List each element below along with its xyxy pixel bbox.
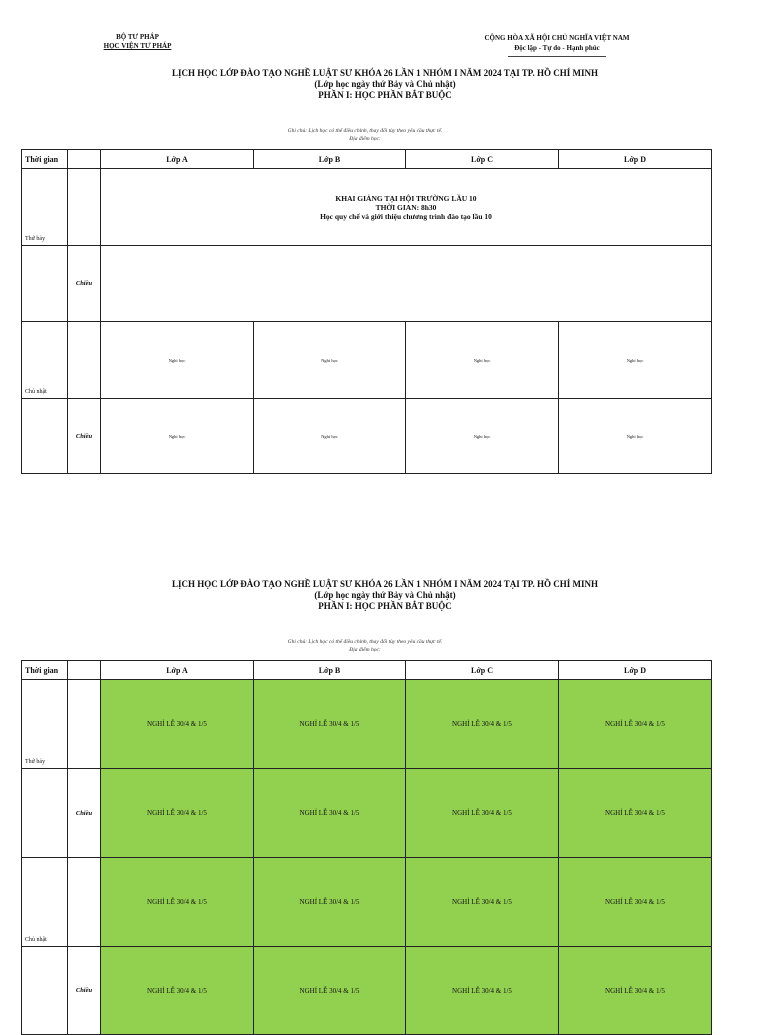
schedule-2-note xyxy=(200,638,530,654)
day-label-saturday: Thứ bảy xyxy=(22,680,68,769)
table-row xyxy=(22,399,712,474)
table-row xyxy=(22,322,712,399)
session-afternoon: Chiều xyxy=(68,399,101,474)
col-header-session xyxy=(68,150,101,169)
holiday-cell: NGHỈ LỄ 30/4 & 1/5 xyxy=(406,858,559,947)
day-cell xyxy=(22,947,68,1035)
col-header-time: Thời gian xyxy=(22,661,68,680)
schedule-2-table xyxy=(21,660,712,1035)
day-label-sunday: Chủ nhật xyxy=(22,858,68,947)
day-cell xyxy=(22,246,68,322)
note-text: Ghi chú: Lịch học có thể điều chỉnh, thay đổi tùy theo yêu cầu thực tế. xyxy=(287,639,443,645)
session-morning xyxy=(68,680,101,769)
table-header-row xyxy=(22,661,712,680)
holiday-cell: NGHỈ LỄ 30/4 & 1/5 xyxy=(559,858,712,947)
col-header-class-b: Lớp B xyxy=(254,661,406,680)
schedule-subtitle: (Lớp học ngày thứ Bảy và Chủ nhật) xyxy=(314,79,456,89)
col-header-class-a: Lớp A xyxy=(101,661,254,680)
table-row xyxy=(22,947,712,1035)
schedule-2-heading xyxy=(60,579,710,612)
class-b-off: Nghỉ học xyxy=(254,399,406,474)
holiday-cell: NGHỈ LỄ 30/4 & 1/5 xyxy=(254,858,406,947)
session-morning xyxy=(68,322,101,399)
schedule-title: LỊCH HỌC LỚP ĐÀO TẠO NGHỀ LUẬT SƯ KHÓA 26 LẦN 1 NHÓM I NĂM 2024 TẠI TP. HỒ CHÍ MINH xyxy=(172,68,598,78)
class-b-off: Nghỉ học xyxy=(254,322,406,399)
holiday-cell: NGHỈ LỄ 30/4 & 1/5 xyxy=(406,947,559,1035)
holiday-cell: NGHỈ LỄ 30/4 & 1/5 xyxy=(254,680,406,769)
table-row xyxy=(22,680,712,769)
afternoon-empty-cell xyxy=(101,246,712,322)
holiday-cell: NGHỈ LỄ 30/4 & 1/5 xyxy=(559,769,712,858)
class-a-off: Nghỉ học xyxy=(101,322,254,399)
opening-ceremony-cell xyxy=(101,169,712,246)
holiday-cell: NGHỈ LỄ 30/4 & 1/5 xyxy=(101,769,254,858)
ministry-name: BỘ TƯ PHÁP xyxy=(116,33,159,41)
table-row xyxy=(22,169,712,246)
schedule-subtitle: (Lớp học ngày thứ Bảy và Chủ nhật) xyxy=(314,590,456,600)
session-morning xyxy=(68,858,101,947)
table-header-row xyxy=(22,150,712,169)
col-header-class-c: Lớp C xyxy=(406,150,559,169)
class-c-off: Nghỉ học xyxy=(406,322,559,399)
holiday-cell: NGHỈ LỄ 30/4 & 1/5 xyxy=(101,680,254,769)
opening-description: Học quy chế và giới thiệu chương trình đào tạo lầu 10 xyxy=(320,211,492,221)
day-cell xyxy=(22,399,68,474)
col-header-class-c: Lớp C xyxy=(406,661,559,680)
schedule-1-table xyxy=(21,149,712,474)
holiday-cell: NGHỈ LỄ 30/4 & 1/5 xyxy=(406,680,559,769)
schedule-section: PHẦN I: HỌC PHẦN BẮT BUỘC xyxy=(318,601,452,611)
schedule-section: PHẦN I: HỌC PHẦN BẮT BUỘC xyxy=(318,90,452,100)
col-header-time: Thời gian xyxy=(22,150,68,169)
country-name: CỘNG HÒA XÃ HỘI CHỦ NGHĨA VIỆT NAM xyxy=(484,34,630,42)
table-row xyxy=(22,769,712,858)
day-label-sunday: Chủ nhật xyxy=(22,322,68,399)
note-text: Ghi chú: Lịch học có thể điều chỉnh, thay đổi tùy theo yêu cầu thực tế. xyxy=(287,128,443,134)
location-text: Địa điểm học: xyxy=(349,647,381,653)
class-d-off: Nghỉ học xyxy=(559,399,712,474)
motto-underline xyxy=(508,56,606,57)
session-afternoon: Chiều xyxy=(68,246,101,322)
class-d-off: Nghỉ học xyxy=(559,322,712,399)
academy-name: HỌC VIỆN TƯ PHÁP xyxy=(103,42,172,50)
table-row xyxy=(22,246,712,322)
table-row xyxy=(22,858,712,947)
holiday-cell: NGHỈ LỄ 30/4 & 1/5 xyxy=(559,947,712,1035)
holiday-cell: NGHỈ LỄ 30/4 & 1/5 xyxy=(559,680,712,769)
schedule-title: LỊCH HỌC LỚP ĐÀO TẠO NGHỀ LUẬT SƯ KHÓA 26 LẦN 1 NHÓM I NĂM 2024 TẠI TP. HỒ CHÍ MINH xyxy=(172,579,598,589)
opening-time: THỜI GIAN: 8h30 xyxy=(375,202,437,212)
col-header-class-a: Lớp A xyxy=(101,150,254,169)
session-afternoon: Chiều xyxy=(68,947,101,1035)
ministry-header xyxy=(90,33,185,51)
schedule-1-note xyxy=(200,127,530,143)
opening-line: KHAI GIẢNG TẠI HỘI TRƯỜNG LẦU 10 xyxy=(335,193,477,203)
col-header-class-d: Lớp D xyxy=(559,150,712,169)
holiday-cell: NGHỈ LỄ 30/4 & 1/5 xyxy=(406,769,559,858)
day-cell xyxy=(22,769,68,858)
class-c-off: Nghỉ học xyxy=(406,399,559,474)
day-label-saturday: Thứ bảy xyxy=(22,169,68,246)
holiday-cell: NGHỈ LỄ 30/4 & 1/5 xyxy=(254,947,406,1035)
holiday-cell: NGHỈ LỄ 30/4 & 1/5 xyxy=(101,947,254,1035)
holiday-cell: NGHỈ LỄ 30/4 & 1/5 xyxy=(254,769,406,858)
class-a-off: Nghỉ học xyxy=(101,399,254,474)
location-text: Địa điểm học: xyxy=(349,136,381,142)
motto: Độc lập - Tự do - Hạnh phúc xyxy=(514,44,600,52)
session-afternoon: Chiều xyxy=(68,769,101,858)
col-header-class-b: Lớp B xyxy=(254,150,406,169)
national-motto xyxy=(462,33,652,53)
holiday-cell: NGHỈ LỄ 30/4 & 1/5 xyxy=(101,858,254,947)
col-header-session xyxy=(68,661,101,680)
schedule-1-heading xyxy=(60,68,710,101)
col-header-class-d: Lớp D xyxy=(559,661,712,680)
session-morning xyxy=(68,169,101,246)
